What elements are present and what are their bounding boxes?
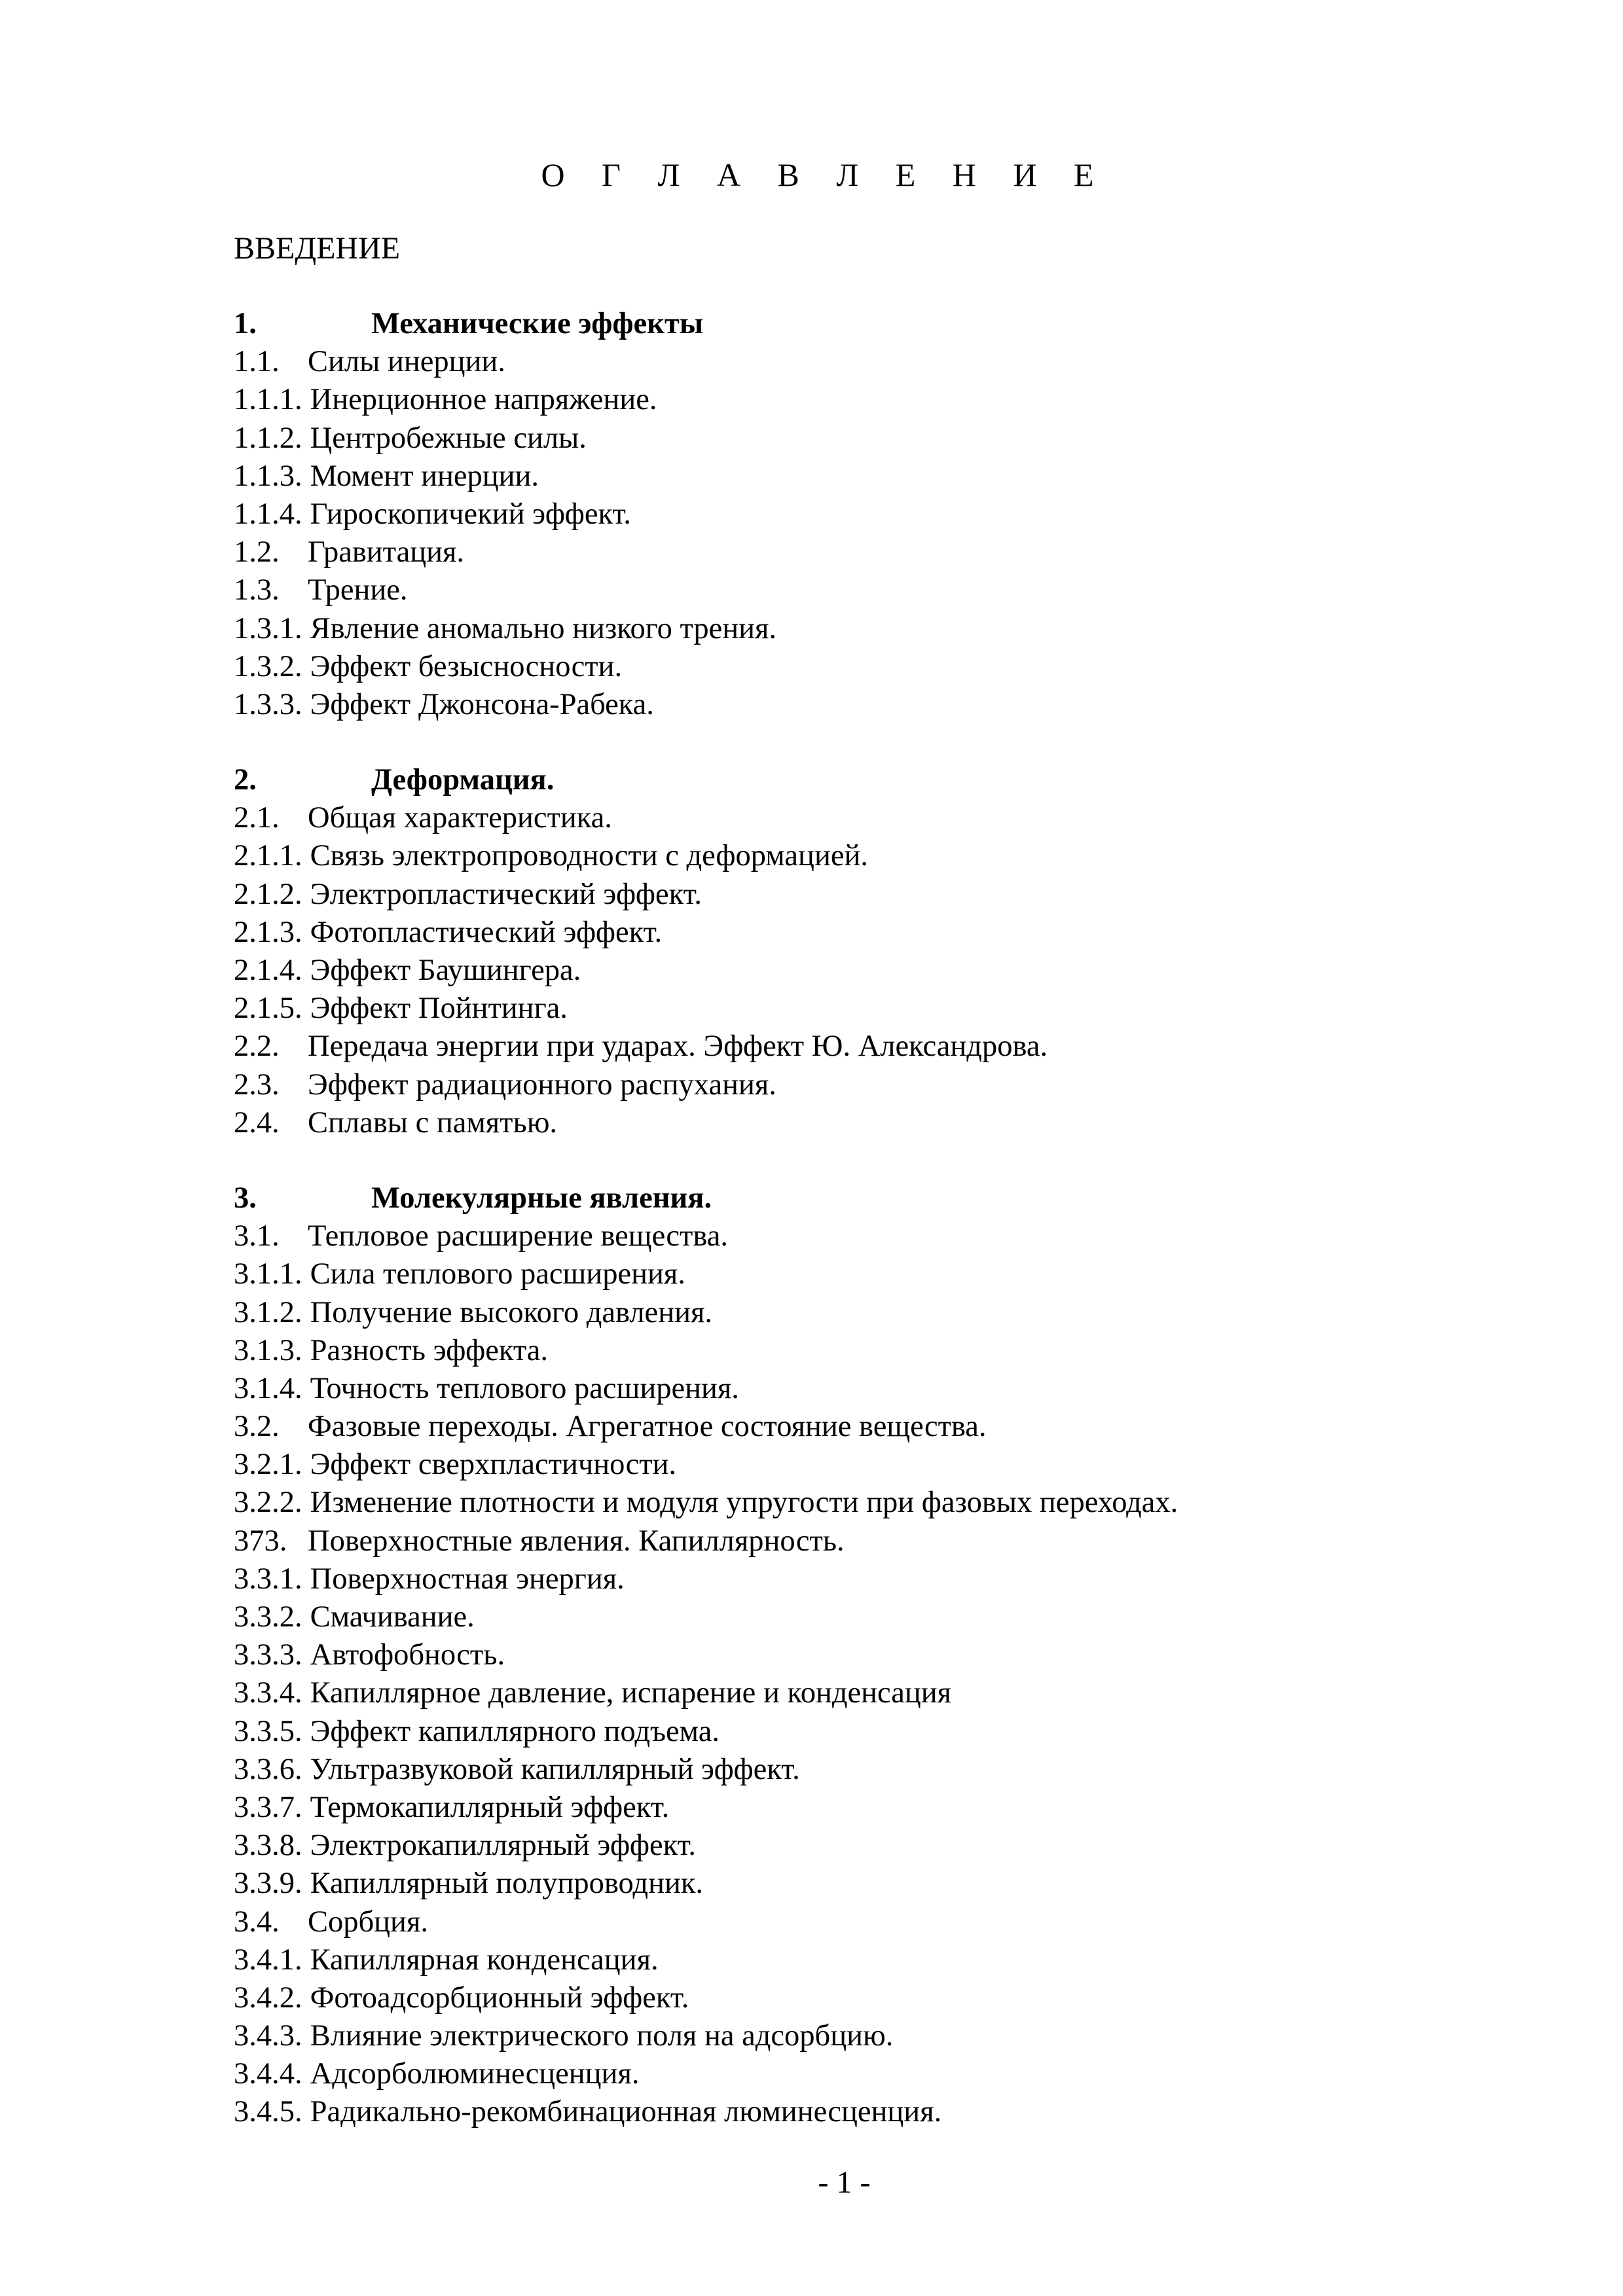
toc-entry-text: Эффект Джонсона-Рабека. — [310, 687, 654, 721]
toc-entry-number: 2.2. — [234, 1030, 280, 1064]
toc-entry — [234, 914, 1543, 952]
toc-entry — [234, 571, 1543, 609]
toc-entry — [234, 1294, 1543, 1332]
toc-chapter — [234, 761, 1543, 1142]
toc-entry-text: Капиллярный полупроводник. — [310, 1867, 704, 1901]
toc-entry-number: 1.1.4. — [234, 497, 302, 531]
toc-entry-number: 3.1.3. — [234, 1333, 302, 1367]
toc-entry-text: Передача энергии при ударах. Эффект Ю. Александрова. — [308, 1030, 1048, 1064]
toc-entry-text: Связь электропроводности с деформацией. — [310, 839, 868, 873]
toc-entry-number: 3.1.2. — [234, 1295, 302, 1329]
toc-entry-text: Общая характеристика. — [308, 801, 612, 835]
toc-entry — [234, 1255, 1543, 1293]
toc-entry-number: 3.4.2. — [234, 1981, 302, 2015]
toc-entry-text: Влияние электрического поля на адсорбцию. — [310, 2019, 894, 2053]
toc-chapter-number: 3. — [234, 1181, 257, 1215]
toc-entry-number: 3.2.1. — [234, 1448, 302, 1482]
toc-entry-text: Фотопластический эффект. — [310, 915, 663, 949]
page-title: О Г Л А В Л Е Н И Е — [541, 156, 1108, 193]
toc-entry-text: Эффект сверхпластичности. — [310, 1448, 677, 1482]
toc-entry — [234, 1751, 1543, 1789]
toc-entry-text: Инерционное напряжение. — [310, 383, 657, 417]
toc-entry — [234, 1636, 1543, 1674]
toc-chapter-heading — [234, 1179, 1543, 1217]
toc-entry-text: Сила теплового расширения. — [310, 1257, 685, 1291]
toc-entry-text: Термокапиллярный эффект. — [310, 1790, 670, 1824]
toc-entry — [234, 1941, 1543, 1979]
toc-entry — [234, 495, 1543, 533]
toc-entry-number: 1.3. — [234, 573, 280, 607]
toc-entry-number: 3.3.4. — [234, 1676, 302, 1710]
toc-entry-text: Гироскопичекий эффект. — [310, 497, 631, 531]
toc-entry-number: 3.1.4. — [234, 1371, 302, 1405]
toc-chapter — [234, 305, 1543, 724]
toc-entry-text: Эффект безысносности. — [310, 649, 623, 683]
toc-entry-text: Трение. — [308, 573, 408, 607]
toc-entry-text: Фотоадсорбционный эффект. — [310, 1981, 689, 2015]
toc-entry-number: 2.1.3. — [234, 915, 302, 949]
toc-entry-text: Электрокапиллярный эффект. — [310, 1829, 697, 1863]
toc-entry — [234, 648, 1543, 686]
toc-entry — [234, 2055, 1543, 2093]
toc-entry-text: Силы инерции. — [308, 345, 505, 379]
toc-entry-text: Радикально-рекомбинационная люминесценция. — [310, 2095, 942, 2129]
toc-entry-number: 2.3. — [234, 1067, 280, 1102]
toc-entry — [234, 1332, 1543, 1370]
toc-entry — [234, 1028, 1543, 1066]
toc-entry-text: Эффект Пойнтинга. — [310, 992, 568, 1026]
toc-entry-number: 3.3.6. — [234, 1752, 302, 1786]
toc-introduction: ВВЕДЕНИЕ — [234, 231, 401, 266]
toc-entry — [234, 1674, 1543, 1712]
toc-entry-number: 3.4.1. — [234, 1943, 302, 1977]
toc-entry-number: 2.4. — [234, 1105, 280, 1139]
toc-entry — [234, 1522, 1543, 1560]
toc-entry-text: Тепловое расширение вещества. — [308, 1219, 728, 1253]
toc-entry — [234, 1370, 1543, 1408]
toc-entry — [234, 1104, 1543, 1142]
toc-entry-number: 2.1. — [234, 801, 280, 835]
toc-entry — [234, 1827, 1543, 1865]
toc-entry-number: 373. — [234, 1524, 287, 1558]
toc-entry-number: 3.2.2. — [234, 1486, 302, 1520]
toc-entry-text: Капиллярная конденсация. — [310, 1943, 659, 1977]
toc-entry-number: 3.2. — [234, 1410, 280, 1444]
toc-entry — [234, 1865, 1543, 1903]
toc-chapter — [234, 1179, 1543, 2132]
toc-entry-number: 2.1.2. — [234, 877, 302, 911]
toc-entry-text: Поверхностные явления. Капиллярность. — [308, 1524, 845, 1558]
toc-entry-number: 3.3.7. — [234, 1790, 302, 1824]
toc-chapter-number: 1. — [234, 307, 257, 340]
toc-entry — [234, 2093, 1543, 2131]
toc-entry-number: 3.1. — [234, 1219, 280, 1253]
toc-chapter-title: Механические эффекты — [371, 307, 704, 340]
toc-entry-number: 1.3.2. — [234, 649, 302, 683]
toc-entry-text: Эффект Баушингера. — [310, 954, 581, 987]
toc-entry-number: 3.4.5. — [234, 2095, 302, 2129]
toc-entry — [234, 343, 1543, 381]
toc-chapter-title: Деформация. — [371, 763, 555, 797]
toc-entry — [234, 1408, 1543, 1446]
toc-entry-text: Смачивание. — [310, 1600, 475, 1634]
toc-entry — [234, 457, 1543, 495]
toc-entry — [234, 1560, 1543, 1598]
toc-entry-number: 1.3.1. — [234, 611, 302, 645]
toc-entry-number: 1.1.3. — [234, 459, 302, 493]
toc-entry-text: Гравитация. — [308, 535, 464, 569]
toc-entry-text: Сплавы с памятью. — [308, 1105, 558, 1139]
toc-entry — [234, 799, 1543, 837]
toc-entry — [234, 1217, 1543, 1255]
toc-entry — [234, 2017, 1543, 2055]
toc-entry-number: 3.3.1. — [234, 1562, 302, 1596]
toc-entry-text: Поверхностная энергия. — [310, 1562, 625, 1596]
table-of-contents — [234, 305, 1543, 2169]
toc-entry — [234, 1446, 1543, 1484]
toc-entry — [234, 1903, 1543, 1941]
toc-entry-number: 3.1.1. — [234, 1257, 302, 1291]
toc-entry-text: Центробежные силы. — [310, 421, 587, 455]
toc-entry-text: Явление аномально низкого трения. — [310, 611, 777, 645]
toc-entry — [234, 381, 1543, 419]
toc-entry-number: 1.1.1. — [234, 383, 302, 417]
toc-entry-number: 3.4.3. — [234, 2019, 302, 2053]
toc-entry-number: 3.3.2. — [234, 1600, 302, 1634]
toc-entry-number: 2.1.1. — [234, 839, 302, 873]
toc-entry-text: Автофобность. — [310, 1638, 505, 1672]
toc-entry — [234, 1789, 1543, 1827]
toc-chapter-heading — [234, 761, 1543, 799]
toc-entry-number: 1.3.3. — [234, 687, 302, 721]
toc-entry — [234, 1979, 1543, 2017]
toc-entry — [234, 990, 1543, 1028]
toc-entry-text: Точность теплового расширения. — [310, 1371, 739, 1405]
toc-entry-number: 2.1.5. — [234, 992, 302, 1026]
toc-chapter-number: 2. — [234, 763, 257, 797]
toc-entry-number: 1.1.2. — [234, 421, 302, 455]
toc-entry — [234, 686, 1543, 724]
toc-chapter-heading — [234, 305, 1543, 343]
page-number: - 1 - — [818, 2165, 871, 2200]
toc-entry — [234, 1484, 1543, 1522]
toc-entry-text: Сорбция. — [308, 1905, 428, 1939]
toc-entry-text: Эффект радиационного распухания. — [308, 1067, 776, 1102]
toc-entry — [234, 837, 1543, 875]
toc-entry-number: 1.1. — [234, 345, 280, 379]
toc-entry — [234, 1598, 1543, 1636]
toc-entry — [234, 1713, 1543, 1751]
toc-entry-number: 3.3.9. — [234, 1867, 302, 1901]
toc-entry-text: Электропластический эффект. — [310, 877, 702, 911]
toc-entry-text: Ультразвуковой капиллярный эффект. — [310, 1752, 800, 1786]
toc-entry — [234, 1066, 1543, 1104]
toc-entry-number: 3.4. — [234, 1905, 280, 1939]
toc-entry-number: 3.3.5. — [234, 1714, 302, 1748]
toc-entry-number: 1.2. — [234, 535, 280, 569]
toc-entry-number: 3.4.4. — [234, 2057, 302, 2091]
toc-entry-number: 3.3.3. — [234, 1638, 302, 1672]
toc-entry-text: Капиллярное давление, испарение и конденсация — [310, 1676, 952, 1710]
toc-entry — [234, 420, 1543, 457]
toc-entry — [234, 876, 1543, 914]
toc-entry-number: 2.1.4. — [234, 954, 302, 987]
toc-entry — [234, 533, 1543, 571]
toc-entry-text: Эффект капиллярного подъема. — [310, 1714, 720, 1748]
toc-entry-text: Изменение плотности и модуля упругости при фазовых переходах. — [310, 1486, 1178, 1520]
toc-entry-text: Адсорболюминесценция. — [310, 2057, 640, 2091]
toc-entry — [234, 952, 1543, 990]
toc-entry-text: Разность эффекта. — [310, 1333, 549, 1367]
toc-entry-text: Фазовые переходы. Агрегатное состояние вещества. — [308, 1410, 987, 1444]
toc-entry-text: Получение высокого давления. — [310, 1295, 712, 1329]
toc-entry-number: 3.3.8. — [234, 1829, 302, 1863]
toc-entry-text: Момент инерции. — [310, 459, 539, 493]
toc-chapter-title: Молекулярные явления. — [371, 1181, 712, 1215]
toc-entry — [234, 610, 1543, 648]
